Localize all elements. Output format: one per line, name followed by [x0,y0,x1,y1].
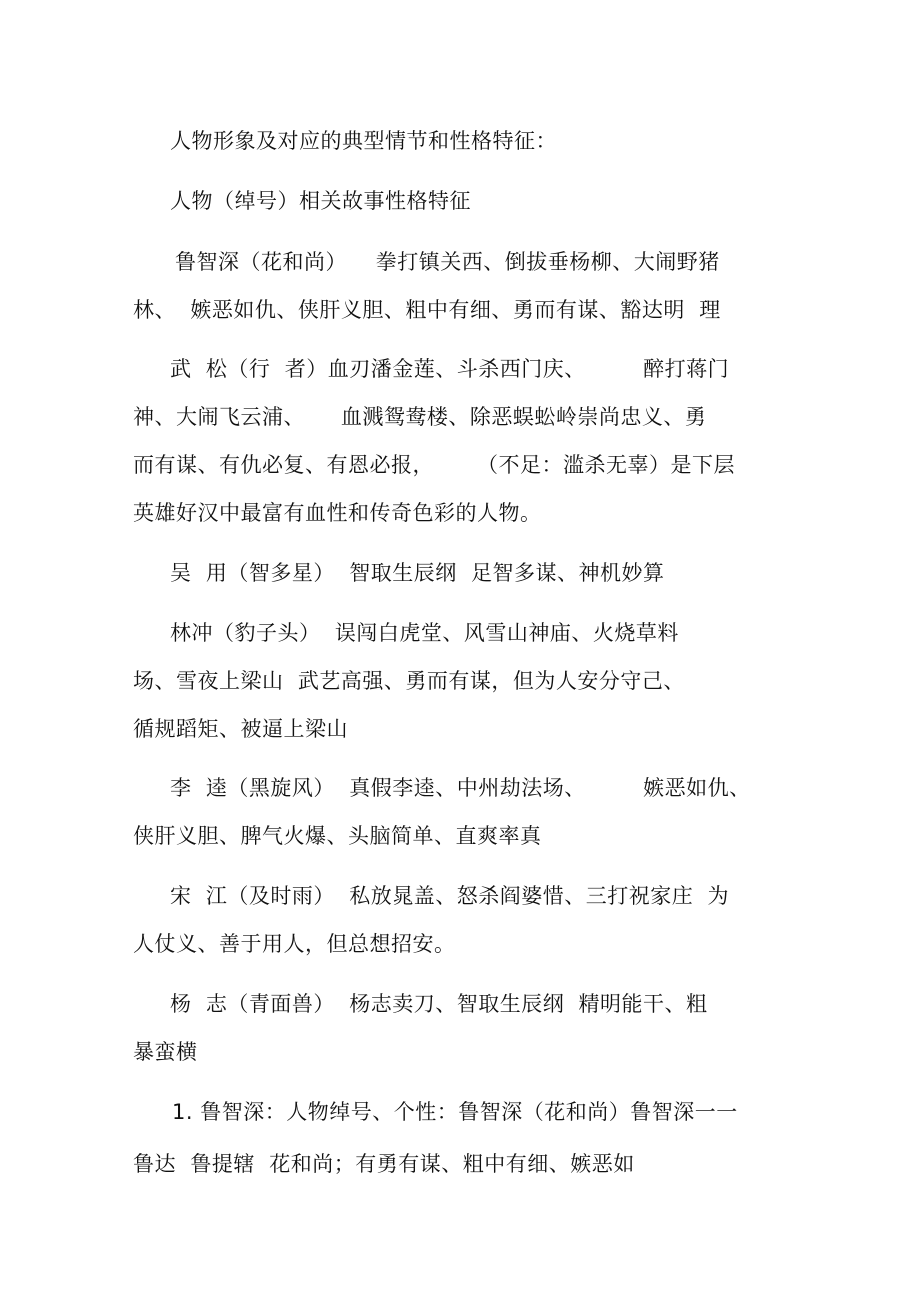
numbered-item-1-line-2: 鲁达 鲁提辖 花和尚；有勇有谋、粗中有细、嫉恶如 [133,1152,635,1176]
text-line-yang-zhi-1: 杨 志（青面兽） 杨志卖刀、智取生辰纲 精明能干、粗 [170,992,708,1016]
text-line-li-kui-2: 侠肝义胆、脾气火爆、头脑简单、直爽率真 [133,824,542,848]
text-line-lin-chong-3: 循规蹈矩、被逼上梁山 [133,717,348,741]
text-line-lu-zhishen-2: 林、 嫉恶如仇、侠肝义胆、粗中有细、勇而有谋、豁达明 理 [133,298,721,322]
section-heading: 人物形象及对应的典型情节和性格特征： [170,129,557,153]
text-line-lu-zhishen-1: 鲁智深（花和尚） 拳打镇关西、倒拔垂杨柳、大闹野猪 [175,250,720,274]
text-line-wu-song-3: 而有谋、有仇必复、有恩必报， （不足：滥杀无辜）是下层 [133,453,736,477]
text-line-wu-song-2: 神、大闹飞云浦、 血溅鸳鸯楼、除恶蜈蚣岭崇尚忠义、勇 [133,405,707,429]
text-line-wu-song-1: 武 松（行 者）血刃潘金莲、斗杀西门庆、 醉打蒋门 [170,357,730,381]
text-line-lin-chong-1: 林冲（豹子头） 误闯白虎堂、风雪山神庙、火烧草料 [170,621,679,645]
text-line-lin-chong-2: 场、雪夜上梁山 武艺高强、勇而有谋，但为人安分守己、 [133,669,685,693]
text-line-song-jiang-1: 宋 江（及时雨） 私放晁盖、怒杀阎婆惜、三打祝家庄 为 [170,884,730,908]
table-header-line: 人物（绰号）相关故事性格特征 [170,189,471,213]
text-line-yang-zhi-2: 暴蛮横 [133,1040,198,1064]
text-line-wu-yong: 吴 用（智多星） 智取生辰纲 足智多谋、神机妙算 [170,561,665,585]
text-line-li-kui-1: 李 逵（黑旋风） 真假李逵、中州劫法场、 嫉恶如仇、 [170,776,751,800]
text-line-wu-song-4: 英雄好汉中最富有血性和传奇色彩的人物。 [133,501,542,525]
numbered-item-1-line-1: 1. 鲁智深：人物绰号、个性：鲁智深（花和尚）鲁智深一一 [172,1100,738,1124]
text-line-song-jiang-2: 人仗义、善于用人，但总想招安。 [133,932,456,956]
